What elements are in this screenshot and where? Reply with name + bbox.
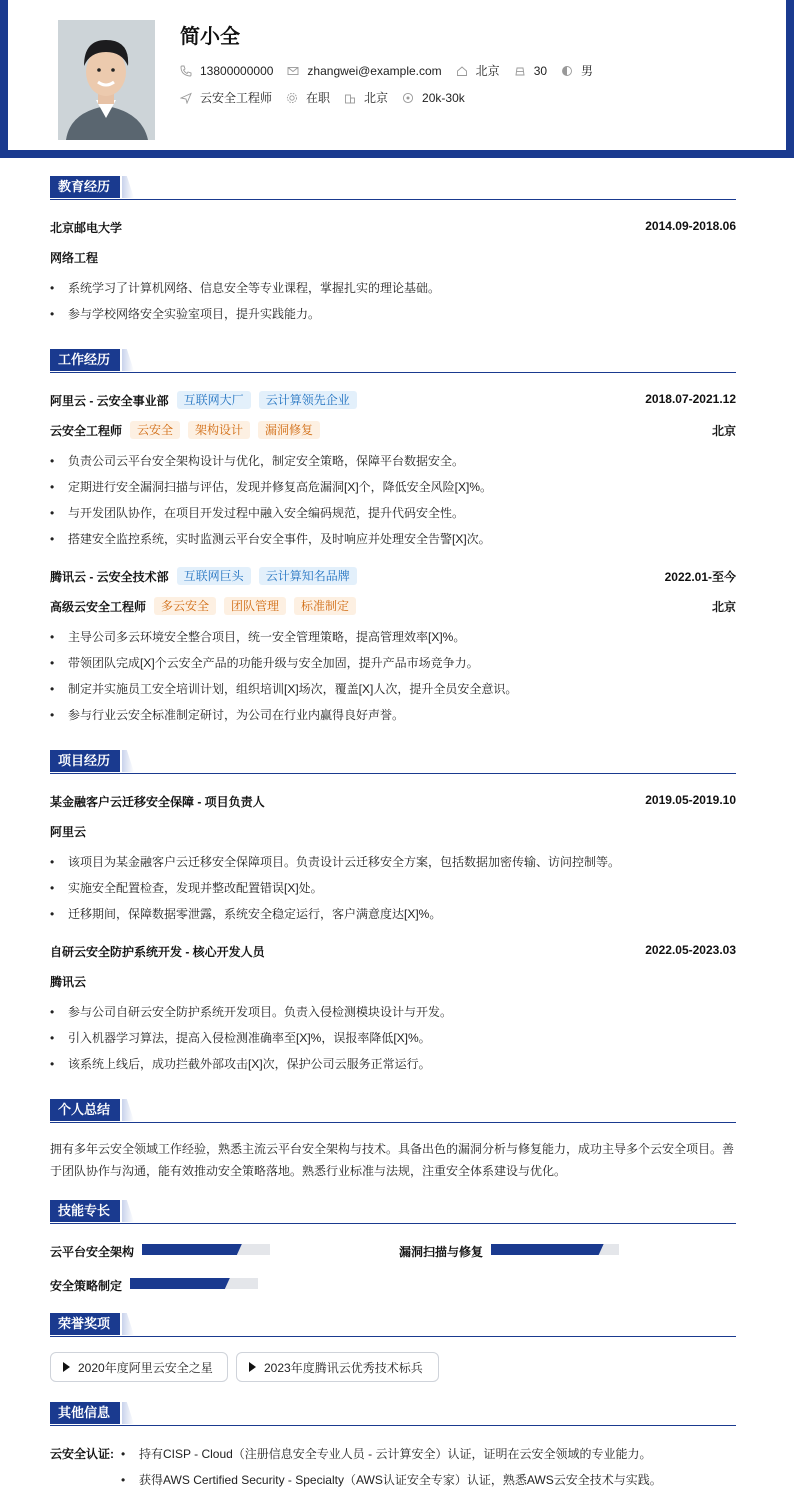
list-item: • 该系统上线后，成功拦截外部攻击[X]次，保护公司云服务正常运行。: [50, 1055, 431, 1072]
gender-item: [561, 62, 593, 79]
role-tag: 多云安全: [154, 597, 216, 615]
email-text: zhangwei@example.com: [307, 63, 442, 78]
section-skills: [50, 1200, 736, 1224]
bullet-dot: •: [121, 1473, 126, 1487]
section-title-projects: 项目经历: [50, 750, 120, 772]
job-icon: [180, 92, 192, 104]
list-item: • 参与行业云安全标准制定研讨，为公司在行业内赢得良好声誉。: [50, 706, 404, 723]
section-title-awards: 荣誉奖项: [50, 1313, 120, 1335]
contact-row: [180, 62, 607, 79]
skill-name: 漏洞扫描与修复: [399, 1245, 484, 1259]
list-item: • 定期进行安全漏洞扫描与评估，发现并修复高危漏洞[X]个，降低安全风险[X]%。: [50, 478, 492, 495]
work-location: 北京: [711, 424, 736, 438]
list-item: • 实施安全配置检查，发现并整改配置错误[X]处。: [50, 879, 323, 896]
project-org: 阿里云: [50, 825, 87, 839]
list-item: • 系统学习了计算机网络、信息安全等专业课程，掌握扎实的理论基础。: [50, 279, 440, 296]
list-item: • 搭建安全监控系统，实时监测云平台安全事件，及时响应并处理安全告警[X]次。: [50, 530, 491, 547]
other-item: [121, 1471, 662, 1488]
company-tag: 云计算知名品牌: [259, 567, 357, 585]
phone-text: 13800000000: [200, 63, 274, 78]
gender-text: 男: [581, 64, 594, 78]
summary-line: 于团队协作与沟通，能有效推动安全策略落地。熟悉行业标准与法规，注重安全体系建设与优化。: [50, 1164, 567, 1178]
job-row: [180, 89, 479, 106]
skill-name: 云平台安全架构: [50, 1245, 135, 1259]
section-title-tail: [122, 349, 134, 371]
skill-bar-fill: [491, 1244, 604, 1255]
skill-bar-fill: [130, 1278, 230, 1289]
company-tag: 云计算领先企业: [259, 391, 357, 409]
header-frame-left: [0, 0, 8, 158]
section-summary: [50, 1099, 736, 1123]
salary-icon: [402, 92, 414, 104]
project-period: 2022.05-2023.03: [645, 943, 736, 957]
list-item: • 带领团队完成[X]个云安全产品的功能升级与安全加固，提升产品市场竞争力。: [50, 654, 479, 671]
section-title-tail: [122, 1200, 134, 1222]
role-tag: 漏洞修复: [258, 421, 320, 439]
age-item: [514, 64, 547, 78]
list-item: • 负责公司云平台安全架构设计与优化，制定安全策略，保障平台数据安全。: [50, 452, 464, 469]
section-education: [50, 176, 736, 200]
city-icon: [344, 92, 356, 104]
skill-bar: [142, 1244, 270, 1255]
work-role: 高级云安全工程师: [50, 599, 147, 614]
role-tag: 云安全: [130, 421, 180, 439]
avatar: [58, 20, 155, 140]
section-title-tail: [122, 176, 134, 198]
section-title-skills: 技能专长: [50, 1200, 120, 1222]
project-org: 腾讯云: [50, 975, 87, 989]
section-awards: [50, 1313, 736, 1337]
work-period: 2022.01-至今: [664, 570, 736, 584]
section-title-education: 教育经历: [50, 176, 120, 198]
award-item: [50, 1352, 228, 1382]
status-icon: [286, 92, 298, 104]
phone-item: [180, 64, 273, 78]
project-title: 自研云安全防护系统开发 - 核心开发人员: [50, 945, 265, 959]
status-text: 在职: [306, 91, 331, 105]
list-item: • 主导公司多云环境安全整合项目，统一安全管理策略，提高管理效率[X]%。: [50, 628, 465, 645]
home-icon: [456, 65, 468, 77]
section-title-work: 工作经历: [50, 349, 120, 371]
list-item: • 参与公司自研云安全防护系统开发项目。负责入侵检测模块设计与开发。: [50, 1003, 452, 1020]
target-city-text: 北京: [364, 91, 389, 105]
triangle-icon: [249, 1362, 256, 1372]
other-item-text: 持有CISP - Cloud（注册信息安全专业人员 - 云计算安全）认证，证明在云安全领域的专业能力。: [139, 1447, 652, 1461]
education-period: 2014.09-2018.06: [645, 219, 736, 233]
other-label: 云安全认证:: [50, 1447, 114, 1461]
triangle-icon: [63, 1362, 70, 1372]
list-item: • 与开发团队协作，在项目开发过程中融入安全编码规范，提升代码安全性。: [50, 504, 464, 521]
work-role-row: [50, 421, 320, 439]
award-text: 2023年度腾讯云优秀技术标兵: [264, 1360, 423, 1375]
status-item: [286, 89, 330, 106]
other-item-text: 获得AWS Certified Security - Specialty（AWS认证安全专家）认证，熟悉AWS云安全技术与实践。: [139, 1473, 662, 1487]
section-title-tail: [122, 750, 134, 772]
section-title-other: 其他信息: [50, 1402, 120, 1424]
work-location: 北京: [711, 600, 736, 614]
list-item: • 制定并实施员工安全培训计划，组织培训[X]场次，覆盖[X]人次，提升全员安全意识。: [50, 680, 517, 697]
list-item: • 该项目为某金融客户云迁移安全保障项目。负责设计云迁移安全方案，包括数据加密传输、访问控制等。: [50, 853, 620, 870]
phone-icon: [180, 65, 192, 77]
list-item: • 迁移期间，保障数据零泄露，系统安全稳定运行，客户满意度达[X]%。: [50, 905, 441, 922]
header-frame-bottom: [0, 150, 794, 158]
target-city-item: [344, 89, 388, 106]
school-name: 北京邮电大学: [50, 221, 123, 235]
project-title: 某金融客户云迁移安全保障 - 项目负责人: [50, 795, 265, 809]
project-period: 2019.05-2019.10: [645, 793, 736, 807]
skill-bar-fill: [142, 1244, 242, 1255]
section-work: [50, 349, 736, 373]
other-item: [121, 1445, 651, 1462]
award-text: 2020年度阿里云安全之星: [78, 1360, 213, 1375]
skill-name: 安全策略制定: [50, 1279, 123, 1293]
mail-icon: [287, 65, 299, 77]
section-title-summary: 个人总结: [50, 1099, 120, 1121]
skill-bar: [491, 1244, 619, 1255]
work-company-row: [50, 391, 357, 409]
role-tag: 架构设计: [188, 421, 250, 439]
skill-bar: [130, 1278, 258, 1289]
age-icon: [514, 65, 526, 77]
company-tag: 互联网大厂: [177, 391, 251, 409]
candidate-name: 简小全: [180, 26, 240, 48]
work-company: 阿里云 - 云安全事业部: [50, 393, 169, 408]
work-role: 云安全工程师: [50, 423, 123, 438]
header-frame-right: [786, 0, 794, 158]
section-title-tail: [122, 1099, 134, 1121]
salary-text: 20k-30k: [422, 90, 465, 105]
list-item: • 参与学校网络安全实验室项目，提升实践能力。: [50, 305, 320, 322]
role-tag: 标准制定: [294, 597, 356, 615]
bullet-dot: •: [121, 1447, 126, 1461]
email-item: [287, 64, 441, 78]
job-item: [180, 89, 272, 106]
section-title-tail: [122, 1402, 134, 1424]
award-item: [236, 1352, 439, 1382]
salary-item: [402, 91, 465, 105]
section-projects: [50, 750, 736, 774]
role-tag: 团队管理: [224, 597, 286, 615]
job-text: 云安全工程师: [200, 91, 273, 105]
work-period: 2018.07-2021.12: [645, 392, 736, 406]
list-item: • 引入机器学习算法，提高入侵检测准确率至[X]%，误报率降低[X]%。: [50, 1029, 431, 1046]
age-text: 30: [533, 63, 548, 78]
section-other: [50, 1402, 736, 1426]
work-role-row: [50, 597, 356, 615]
summary-line: 拥有多年云安全领域工作经验，熟悉主流云平台安全架构与技术。具备出色的漏洞分析与修复能力，成功主导多个云安全项目。善: [50, 1142, 735, 1156]
company-tag: 互联网巨头: [177, 567, 251, 585]
city-text: 北京: [475, 64, 500, 78]
city-item: [456, 62, 500, 79]
work-company: 腾讯云 - 云安全技术部: [50, 569, 169, 584]
gender-icon: [561, 65, 573, 77]
major: 网络工程: [50, 251, 99, 265]
work-company-row: [50, 567, 357, 585]
section-title-tail: [122, 1313, 134, 1335]
